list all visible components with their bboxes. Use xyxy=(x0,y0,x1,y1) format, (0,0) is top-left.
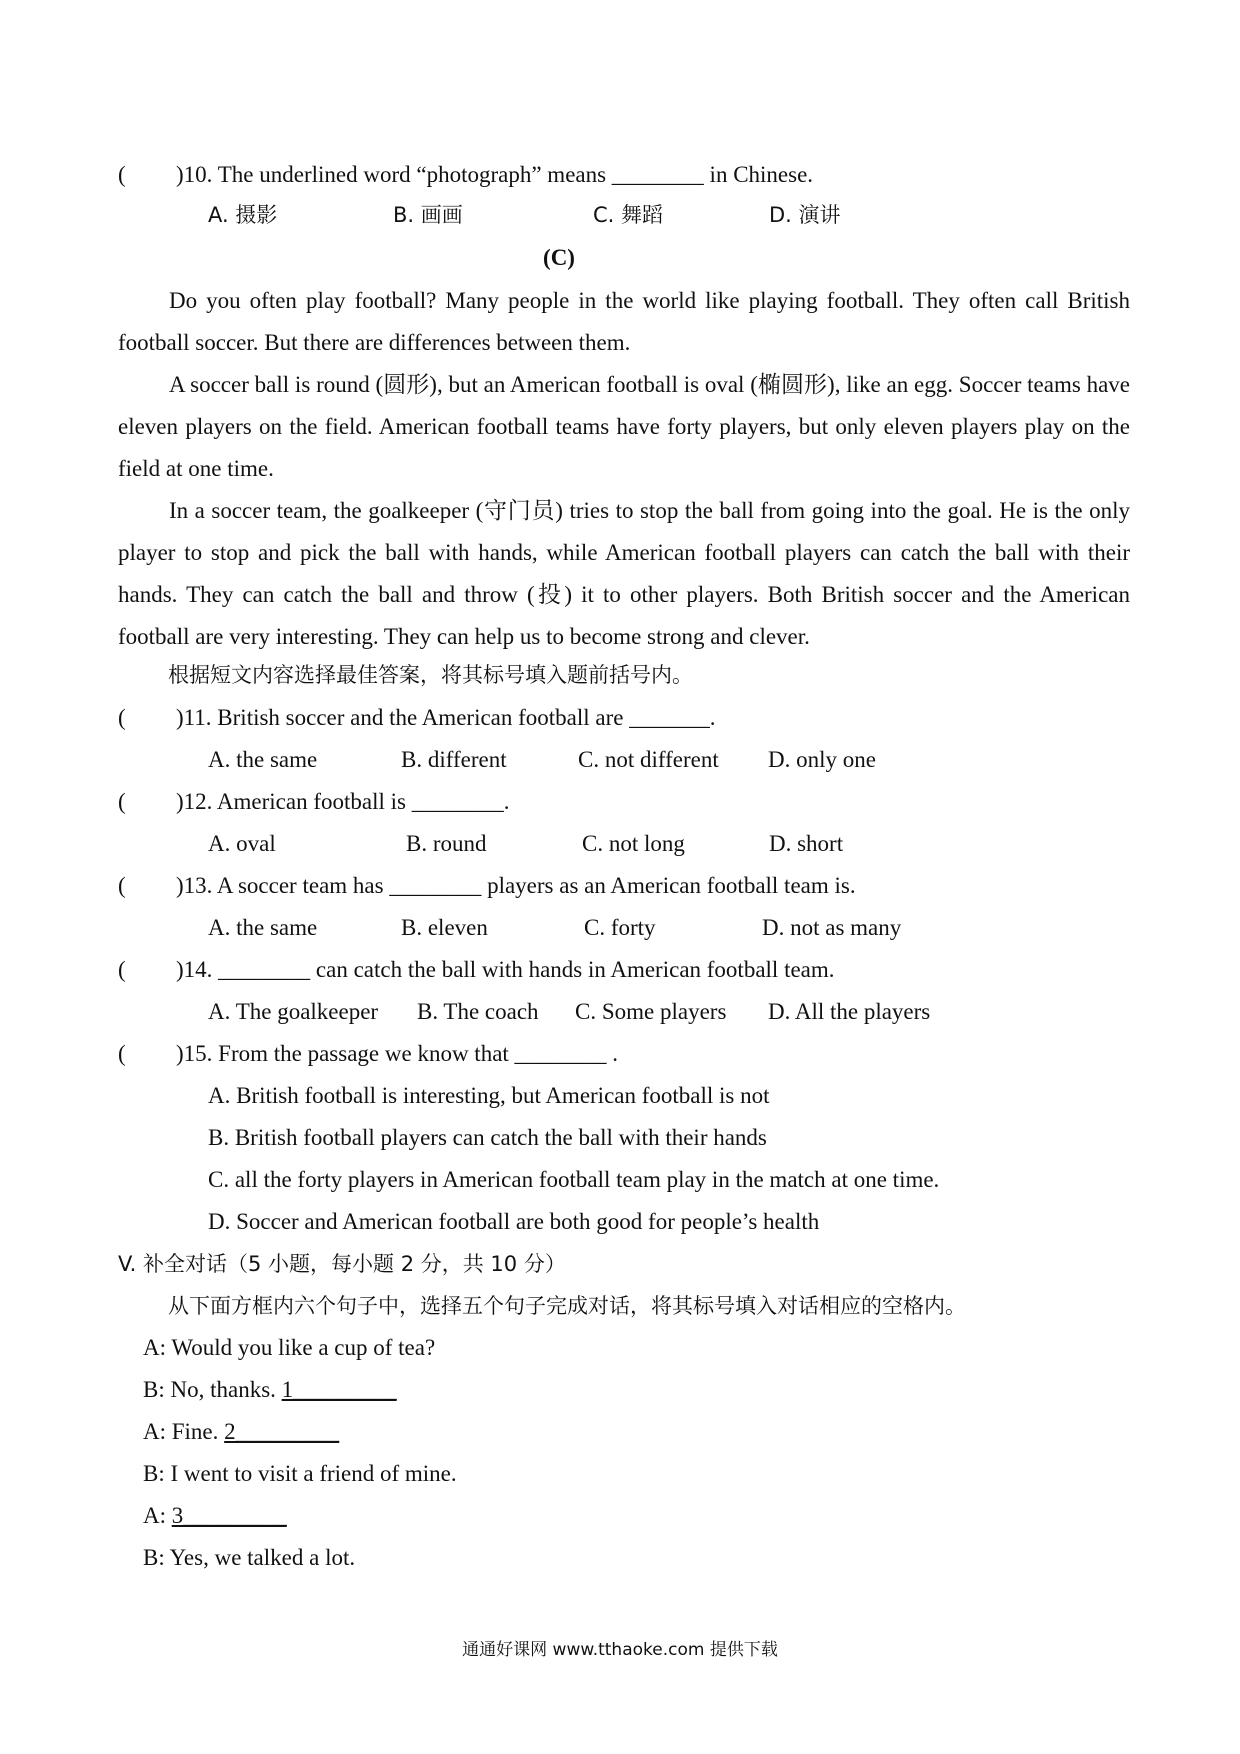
page-footer: 通通好课网 www.tthaoke.com 提供下载 xyxy=(462,1640,778,1660)
option-a: A. 摄影 xyxy=(208,203,278,227)
option-b: B. 画画 xyxy=(393,203,463,227)
blank-2[interactable]: 2_________ xyxy=(224,1419,340,1444)
dialogue-text: B: Yes, we talked a lot. xyxy=(143,1545,356,1570)
option-d: D. 演讲 xyxy=(769,203,841,227)
option-d: D. All the players xyxy=(768,999,931,1024)
answer-paren: ( xyxy=(118,873,126,898)
question-11-options xyxy=(208,745,876,775)
section-c-heading: (C) xyxy=(543,245,575,270)
blank-3[interactable]: 3_________ xyxy=(171,1503,287,1528)
option-b: B. The coach xyxy=(417,999,539,1024)
dialogue-text: B: No, thanks. xyxy=(143,1377,282,1402)
answer-paren: ( xyxy=(118,1041,126,1066)
answer-paren: ( xyxy=(118,789,126,814)
question-stem: )15. From the passage we know that ________ . xyxy=(176,1041,619,1066)
question-stem: )13. A soccer team has ________ players as an American football team is. xyxy=(176,873,856,898)
section-v-instruction: 从下面方框内六个句子中，选择五个句子完成对话，将其标号填入对话相应的空格内。 xyxy=(168,1294,966,1318)
question-stem: )10. The underlined word “photograph” means ________ in Chinese. xyxy=(176,162,814,187)
question-11 xyxy=(118,703,716,733)
dialogue-text: A: Would you like a cup of tea? xyxy=(143,1335,436,1360)
option-c: C. not different xyxy=(578,747,719,772)
option-b: B. eleven xyxy=(401,915,488,940)
question-15-option-b: B. British football players can catch the ball with their hands xyxy=(208,1125,767,1150)
passage-paragraph-3: In a soccer team, the goalkeeper (守门员) tries to stop the ball from going into the goal. He is the only player to stop and pick the ball with hands, while American football players can catch the ball with their hands. They can catch the ball and throw (投) it to other players. Both British soccer and the American football are very interesting. They can help us to become strong and clever. xyxy=(118,498,1130,649)
section-v-heading: V. 补全对话（5 小题，每小题 2 分，共 10 分） xyxy=(118,1252,566,1276)
answer-paren: ( xyxy=(118,162,126,187)
option-c: C. not long xyxy=(582,831,685,856)
answer-paren: ( xyxy=(118,957,126,982)
question-12 xyxy=(118,787,509,817)
option-b: B. round xyxy=(406,831,487,856)
option-d: D. short xyxy=(769,831,844,856)
question-10-options xyxy=(208,200,841,230)
dialogue-line-6 xyxy=(143,1543,355,1573)
question-stem: )14. ________ can catch the ball with hands in American football team. xyxy=(176,957,835,982)
question-13 xyxy=(118,871,856,901)
question-15-option-d: D. Soccer and American football are both good for people’s health xyxy=(208,1209,820,1234)
option-a: A. the same xyxy=(208,747,318,772)
question-10 xyxy=(118,160,813,190)
question-14-options xyxy=(208,997,930,1027)
dialogue-line-3 xyxy=(143,1417,339,1447)
question-15-option-a: A. British football is interesting, but American football is not xyxy=(208,1083,770,1108)
option-b: B. different xyxy=(401,747,507,772)
option-c: C. forty xyxy=(584,915,656,940)
instruction-c: 根据短文内容选择最佳答案，将其标号填入题前括号内。 xyxy=(168,663,693,687)
dialogue-line-4 xyxy=(143,1459,457,1489)
question-13-options xyxy=(208,913,901,943)
passage-paragraph-2: A soccer ball is round (圆形), but an American football is oval (椭圆形), like an egg. Soccer teams have eleven players on the field. American football teams have forty players, but only eleven players play on the field at one time. xyxy=(118,372,1130,481)
option-c: C. 舞蹈 xyxy=(593,203,664,227)
dialogue-text: B: I went to visit a friend of mine. xyxy=(143,1461,457,1486)
option-a: A. The goalkeeper xyxy=(208,999,379,1024)
question-12-options xyxy=(208,829,843,859)
blank-1[interactable]: 1_________ xyxy=(281,1377,397,1402)
option-a: A. oval xyxy=(208,831,276,856)
dialogue-line-5 xyxy=(143,1501,287,1531)
question-15 xyxy=(118,1039,618,1069)
dialogue-text: A: Fine. xyxy=(143,1419,225,1444)
option-d: D. only one xyxy=(768,747,876,772)
option-a: A. the same xyxy=(208,915,318,940)
option-d: D. not as many xyxy=(762,915,902,940)
answer-paren: ( xyxy=(118,705,126,730)
question-stem: )12. American football is ________. xyxy=(176,789,510,814)
dialogue-line-2 xyxy=(143,1375,397,1405)
passage-paragraph-1: Do you often play football? Many people in the world like playing football. They often call British football soccer. But there are differences between them. xyxy=(118,288,1130,355)
dialogue-line-1 xyxy=(143,1333,435,1363)
question-14 xyxy=(118,955,835,985)
dialogue-text: A: xyxy=(143,1503,172,1528)
question-stem: )11. British soccer and the American football are _______. xyxy=(176,705,716,730)
question-15-option-c: C. all the forty players in American football team play in the match at one time. xyxy=(208,1167,940,1192)
option-c: C. Some players xyxy=(575,999,727,1024)
